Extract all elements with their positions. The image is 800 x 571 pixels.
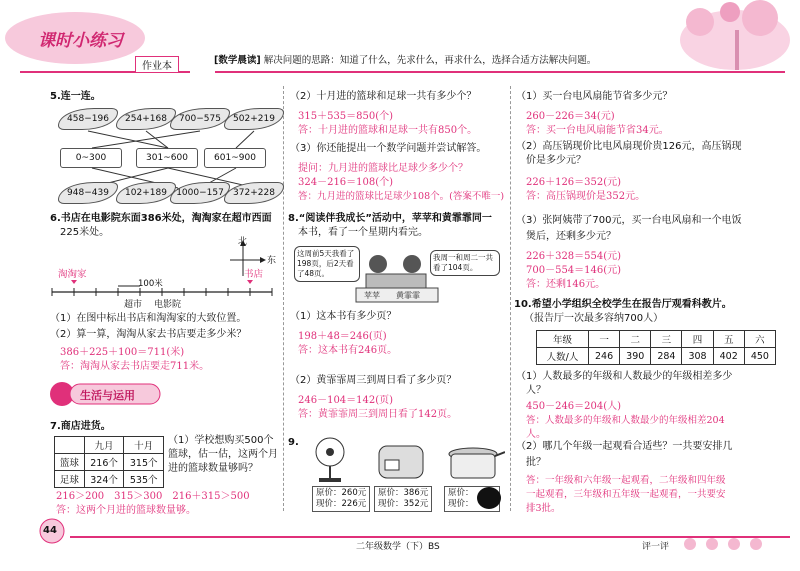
table-cell: 246 bbox=[589, 348, 620, 365]
q7-answer2: 答：这两个月进的篮球数量够。 bbox=[56, 505, 196, 516]
q10-sub2-line1: （2）哪几个年级一起观看合适些？一共要安排几 bbox=[516, 441, 733, 452]
q9-sub3-line1: （3）张阿姨带了700元，买一台电风扇和一个电饭 bbox=[516, 215, 742, 226]
q9-answer3a: 226＋328＝554(元) bbox=[526, 251, 622, 262]
q10-sub1-line2: 人？ bbox=[526, 385, 546, 396]
q8-answer1b: 答：这本书有246页。 bbox=[298, 345, 398, 356]
q6-sub1: （1）在图中标出书店和淘淘家的大致位置。 bbox=[50, 313, 247, 324]
q10-answer2c: 排3批。 bbox=[526, 503, 561, 514]
q7-sub1-line1: （1）学校想购买500个 bbox=[168, 435, 274, 446]
q6-text bbox=[50, 212, 272, 226]
scale-label: 100米 bbox=[138, 279, 163, 289]
original-price: 原价：386元 bbox=[378, 488, 429, 498]
q9-sub2-line1: （2）高压锅现价比电风扇现价贵126元，高压锅现 bbox=[516, 141, 742, 152]
original-price: 原价： bbox=[448, 488, 474, 498]
q10-answer2a: 答：一年级和六年级一起观看，二年级和四年级 bbox=[526, 475, 726, 486]
q5-top-leaf[interactable]: 458−196 bbox=[58, 108, 118, 130]
table-header: 二 bbox=[620, 331, 651, 348]
q9-answer3c: 答：还剩146元。 bbox=[526, 279, 606, 290]
q7-table bbox=[54, 436, 164, 488]
q5-top-leaf[interactable]: 502+219 bbox=[224, 108, 284, 130]
tip-text: 解决问题的思路：知道了什么，先求什么，再求什么，选择合适方法解决问题。 bbox=[263, 55, 597, 66]
q9-sub3-line2: 煲后，还剩多少元？ bbox=[526, 231, 616, 242]
q5-connecting-lines bbox=[50, 130, 280, 190]
q8-sub1: （1）这本书有多少页？ bbox=[290, 311, 397, 322]
home-label: 淘淘家 bbox=[58, 269, 87, 280]
table-header: 年级 bbox=[537, 331, 589, 348]
q7-title: 7.商店进货。 bbox=[50, 421, 111, 432]
q6-answer1: 386＋225＋100＝711(米) bbox=[60, 347, 185, 358]
table-header: 四 bbox=[682, 331, 713, 348]
name-right: 黄霏霏 bbox=[396, 291, 420, 300]
table-cell: 450 bbox=[744, 348, 775, 365]
q5-range-box[interactable]: 0~300 bbox=[60, 148, 122, 168]
price-tag-rice-cooker bbox=[374, 486, 432, 512]
q10-table bbox=[536, 330, 776, 365]
logo-text: 课时小练习 bbox=[38, 31, 123, 51]
page-number: 44 bbox=[43, 525, 57, 536]
q6-answer2: 答：淘淘从家去书店要走711米。 bbox=[60, 361, 210, 372]
q9-answer2b: 答：高压锅现价是352元。 bbox=[526, 191, 646, 202]
q7-sub1-line2: 篮球，估一估，这两个月 bbox=[168, 449, 278, 460]
q5-top-leaf[interactable]: 254+168 bbox=[116, 108, 176, 130]
q6-text-line2: 225米处。 bbox=[60, 227, 110, 238]
q7-answer2a: 315＋535＝850(个) bbox=[298, 111, 394, 122]
q10-answer2b: 一起观看，三年级和五年级一起观看，一共要安 bbox=[526, 489, 726, 500]
table-header: 一 bbox=[589, 331, 620, 348]
section-banner bbox=[48, 380, 163, 408]
bookstore-label: 书店 bbox=[244, 269, 264, 280]
north-label: 北 bbox=[238, 237, 248, 247]
table-header: 十月 bbox=[124, 437, 164, 454]
table-cell: 篮球 bbox=[55, 454, 85, 471]
q5-range-box[interactable]: 601~900 bbox=[204, 148, 266, 168]
cinema-label: 电影院 bbox=[154, 300, 182, 310]
table-cell: 人数/人 bbox=[537, 348, 589, 365]
current-price: 现价：226元 bbox=[316, 499, 367, 509]
q8-sub2: （2）黄霏霏周三到周日看了多少页？ bbox=[290, 375, 457, 386]
q9-answer3b: 700－554＝146(元) bbox=[526, 265, 622, 276]
price-tag-fan bbox=[312, 486, 370, 512]
q9-answer1b: 答：买一台电风扇能节省34元。 bbox=[526, 125, 669, 136]
table-header: 三 bbox=[651, 331, 682, 348]
q7-answer3c: 答：九月进的篮球比足球少108个。(答案不唯一) bbox=[298, 191, 505, 202]
q10-sub1-line1: （1）人数最多的年级和人数最少的年级相差多少 bbox=[516, 371, 733, 382]
table-header bbox=[55, 437, 85, 454]
q8-text-line1: 8.“阅读伴我成长”活动中，苹苹和黄霏霏同一 bbox=[288, 213, 492, 224]
appliance-images bbox=[305, 434, 505, 484]
q7-sub1-line3: 进的篮球数量够吗？ bbox=[168, 463, 258, 474]
bubble-right: 我周一和周二一共看了104页。 bbox=[430, 250, 500, 276]
q8-answer1a: 198＋48＝246(页) bbox=[298, 331, 387, 342]
table-header: 六 bbox=[744, 331, 775, 348]
current-price: 现价：352元 bbox=[378, 499, 429, 509]
reading-illustration bbox=[294, 244, 502, 304]
table-cell: 402 bbox=[713, 348, 744, 365]
q10-answer1a: 450－246＝204(人) bbox=[526, 401, 622, 412]
q7-sub3: （3）你还能提出一个数学问题并尝试解答。 bbox=[290, 143, 487, 154]
q5-range-box[interactable]: 301~600 bbox=[136, 148, 198, 168]
table-cell: 324个 bbox=[84, 471, 124, 488]
header-tip bbox=[214, 54, 596, 68]
table-cell: 足球 bbox=[55, 471, 85, 488]
price-tag-pressure-cooker bbox=[444, 486, 500, 512]
q8-answer2b: 答：黄霏霏周三到周日看了142页。 bbox=[298, 409, 458, 420]
current-price: 现价： bbox=[448, 499, 474, 509]
q5-bottom-leaf[interactable]: 102+189 bbox=[116, 182, 176, 204]
fan-icon bbox=[316, 438, 344, 482]
subject-badge: 作业本 bbox=[135, 56, 179, 73]
q9-sub1: （1）买一台电风扇能节省多少元？ bbox=[516, 91, 673, 102]
footer-right: 评一评 bbox=[642, 542, 670, 552]
name-left: 苹苹 bbox=[364, 291, 380, 300]
table-cell: 390 bbox=[620, 348, 651, 365]
q10-sub2-line2: 批？ bbox=[526, 457, 546, 468]
rice-cooker-icon bbox=[379, 446, 423, 478]
q8-answer2a: 246－104＝142(页) bbox=[298, 395, 394, 406]
q7-answer3a: 提问：九月进的篮球比足球少多少个？ bbox=[298, 163, 468, 174]
q5-top-leaf[interactable]: 700−575 bbox=[170, 108, 230, 130]
east-label: 东 bbox=[267, 256, 277, 266]
table-cell: 284 bbox=[651, 348, 682, 365]
q6-text-line1: 6.书店在电影院东面386米处，淘淘家在超市西面 bbox=[50, 213, 272, 224]
header bbox=[0, 0, 800, 80]
q10-answer1c: 人。 bbox=[526, 429, 546, 440]
q7-sub2: （2）十月进的篮球和足球一共有多少个？ bbox=[290, 91, 477, 102]
original-price: 原价：260元 bbox=[316, 488, 367, 498]
pressure-cooker-icon bbox=[449, 448, 505, 478]
table-cell: 216个 bbox=[84, 454, 124, 471]
tip-label: [数学晨读] bbox=[214, 55, 261, 66]
section-title: 生活与运用 bbox=[80, 389, 135, 402]
table-header: 五 bbox=[713, 331, 744, 348]
q9-answer2a: 226＋126＝352(元) bbox=[526, 177, 622, 188]
q6-sub2: （2）算一算，淘淘从家去书店要走多少米？ bbox=[50, 329, 247, 340]
footer bbox=[0, 515, 800, 571]
q9-answer1a: 260－226＝34(元) bbox=[526, 111, 615, 122]
q5-bottom-leaf[interactable]: 1000−157 bbox=[170, 182, 230, 204]
price-blot bbox=[477, 487, 501, 509]
q7-answer1: 216＞200 315＞300 216＋315＞500 bbox=[56, 491, 250, 502]
market-label: 超市 bbox=[124, 300, 143, 310]
q10-answer1b: 答：人数最多的年级和人数最少的年级相差204 bbox=[526, 415, 725, 426]
table-cell: 308 bbox=[682, 348, 713, 365]
column-divider bbox=[510, 86, 511, 511]
q10-subtitle: （报告厅一次最多容纳700人） bbox=[524, 313, 664, 324]
q9-sub2-line2: 价是多少元？ bbox=[526, 155, 586, 166]
q5-title: 5.连一连。 bbox=[50, 91, 101, 102]
q5-bottom-leaf[interactable]: 948−439 bbox=[58, 182, 118, 204]
footer-center: 二年级数学（下）BS bbox=[356, 542, 440, 552]
table-cell: 315个 bbox=[124, 454, 164, 471]
table-header: 九月 bbox=[84, 437, 124, 454]
q7-answer2b: 答：十月进的篮球和足球一共有850个。 bbox=[298, 125, 478, 136]
column-divider bbox=[283, 86, 284, 511]
q8-text-line2: 本书，看了一个星期内看完。 bbox=[298, 227, 428, 238]
q9-title: 9. bbox=[288, 437, 299, 448]
bubble-left: 这周前5天我看了198页，后2天看了48页。 bbox=[294, 246, 360, 282]
table-cell: 535个 bbox=[124, 471, 164, 488]
q5-bottom-leaf[interactable]: 372+228 bbox=[224, 182, 284, 204]
q10-title: 10.希望小学组织全校学生在报告厅观看科教片。 bbox=[514, 299, 732, 310]
q7-answer3b: 324－216＝108(个) bbox=[298, 177, 394, 188]
